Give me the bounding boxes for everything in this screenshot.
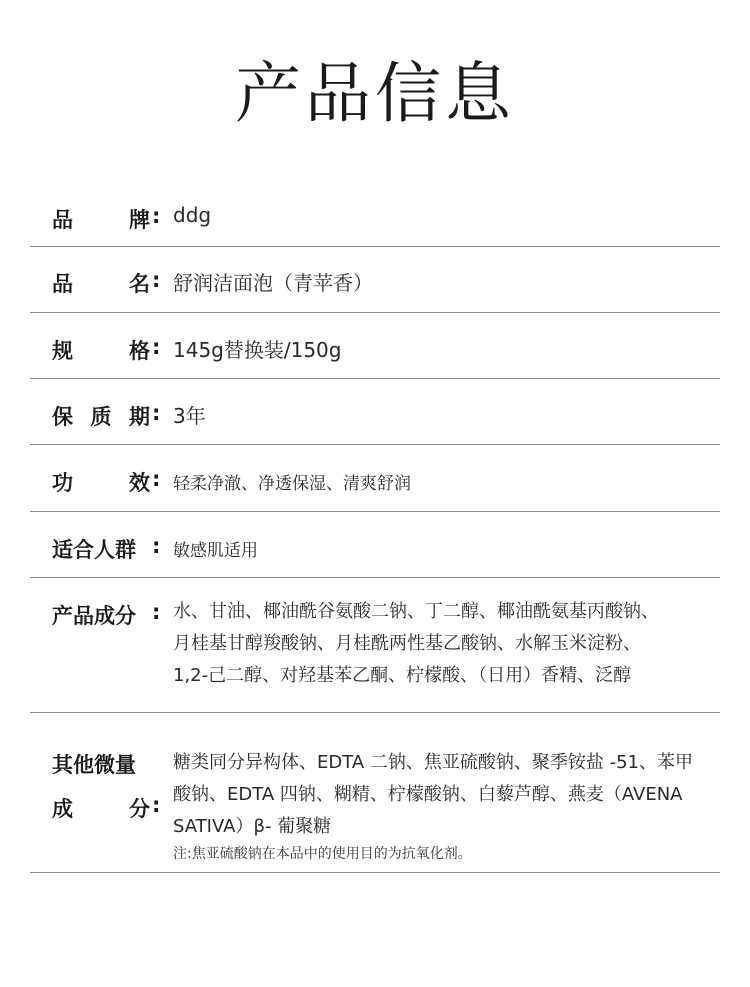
page-title: 产品信息 (235, 55, 515, 132)
brand-value: ddg (173, 203, 212, 227)
trace-label-line1: 其他微量 (52, 753, 136, 777)
divider (30, 712, 720, 713)
ingredients-label: 产品成分 (52, 604, 136, 628)
spec-label: 规 格 (52, 339, 150, 363)
divider (30, 511, 720, 512)
shelf-life-label: 保 质 期 (52, 405, 150, 429)
trace-line: 酸钠、EDTA 四钠、糊精、柠檬酸钠、白藜芦醇、燕麦（AVENA (173, 784, 683, 805)
efficacy-value: 轻柔净澈、净透保湿、清爽舒润 (173, 474, 411, 494)
spec-value: 145g替换装/150g (173, 338, 342, 362)
name-label: 品 名 (52, 272, 150, 296)
brand-colon: : (152, 204, 161, 228)
trace-colon: : (152, 793, 161, 817)
divider (30, 872, 720, 873)
shelf-life-colon: : (152, 401, 161, 425)
divider (30, 444, 720, 445)
trace-note: 注:焦亚硫酸钠在本品中的使用目的为抗氧化剂。 (173, 846, 472, 862)
efficacy-label: 功 效 (52, 471, 150, 495)
divider (30, 246, 720, 247)
name-colon: : (152, 268, 161, 292)
ingredients-list (173, 596, 713, 692)
ingredients-line: 1,2-己二醇、对羟基苯乙酮、柠檬酸、（日用）香精、泛醇 (173, 665, 632, 686)
shelf-life-value: 3年 (173, 404, 206, 428)
target-colon: : (152, 534, 161, 558)
trace-line: 糖类同分异构体、EDTA 二钠、焦亚硫酸钠、聚季铵盐 -51、苯甲 (173, 752, 693, 773)
brand-label: 品 牌 (52, 208, 150, 232)
ingredients-line: 月桂基甘醇羧酸钠、月桂酰两性基乙酸钠、水解玉米淀粉、 (173, 633, 641, 654)
divider (30, 378, 720, 379)
ingredients-line: 水、甘油、椰油酰谷氨酸二钠、丁二醇、椰油酰氨基丙酸钠、 (173, 601, 659, 622)
efficacy-colon: : (152, 467, 161, 491)
divider (30, 577, 720, 578)
trace-label-line2: 成 分 (52, 797, 150, 821)
target-label: 适合人群 (52, 538, 136, 562)
divider (30, 312, 720, 313)
name-value: 舒润洁面泡（青苹香） (173, 271, 373, 295)
ingredients-colon: : (152, 600, 161, 624)
trace-list (173, 747, 713, 843)
target-value: 敏感肌适用 (173, 541, 258, 561)
trace-line: SATIVA）β- 葡聚糖 (173, 816, 332, 837)
spec-colon: : (152, 335, 161, 359)
